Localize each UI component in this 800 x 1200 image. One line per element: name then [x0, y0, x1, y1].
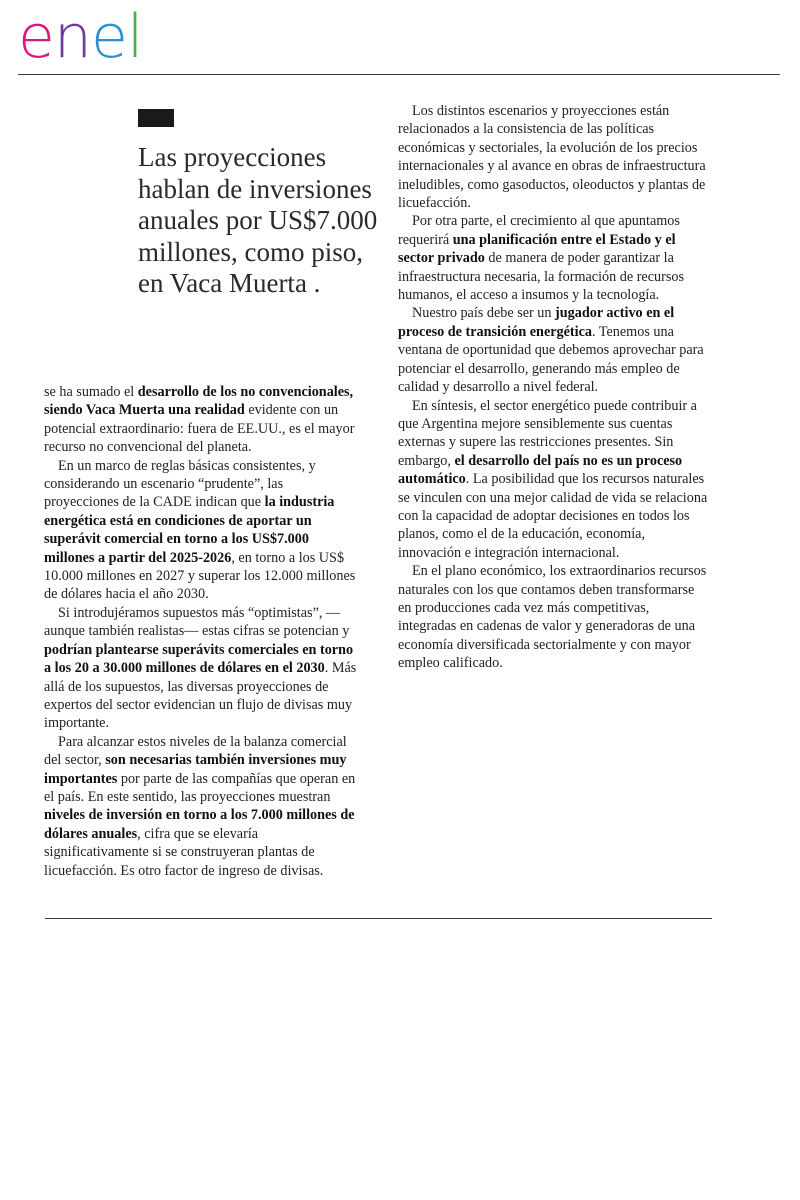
bold-text: desarrollo de los no convencionales, siendo Vaca Muerta una realidad [44, 384, 354, 419]
right-column [398, 102, 710, 673]
article-paragraph [398, 397, 710, 563]
text-run: evidente con un potencial extraordinario: fuera de EE.UU., es el mayor recurso no convencional del planeta. [44, 402, 355, 456]
text-run: Nuestro país debe ser un [412, 305, 556, 322]
header-divider [18, 74, 780, 75]
text-run: En un marco de reglas básicas consistentes, y considerando un escenario “prudente”, las proyecciones de la CADE indican que [44, 457, 316, 511]
enel-logo [18, 2, 143, 72]
text-run: . Más allá de los supuestos, las diversas proyecciones de expertos del sector evidencian un flujo de divisas muy importante. [44, 660, 357, 732]
text-run: En síntesis, el sector energético puede contribuir a que Argentina mejore sensiblemente sus cuentas externas y supere las restricciones presentes. Sin embargo, [398, 397, 697, 469]
article-paragraph [398, 562, 710, 672]
text-run: . Tenemos una ventana de oportunidad que debemos aprovechar para potenciar el desarrollo, generando más empleo de calidad y desarrollo a nivel federal. [398, 323, 704, 396]
article-paragraph [398, 304, 710, 396]
text-run: . La posibilidad que los recursos naturales se vinculen con una mejor calidad de vida se relaciona con la capacidad de adoptar decisiones en todos los planos, como el de la educación, economía, innovación e integración internacional. [398, 471, 708, 561]
text-run: Para alcanzar estos niveles de la balanza comercial del sector, [44, 733, 347, 769]
article-paragraph [44, 733, 360, 880]
bold-text: el desarrollo del país no es un proceso automático [398, 452, 683, 488]
bold-text: podrían plantearse superávits comerciales en torno a los 20 a 30.000 millones de dólares en el 2030 [44, 641, 354, 677]
text-run: se ha sumado el [44, 384, 138, 400]
text-run: de manera de poder garantizar la infraestructura necesaria, la formación de recursos humanos, el acceso a insumos y la tecnología. [398, 250, 684, 304]
bold-text: una planificación entre el Estado y el sector privado [398, 231, 676, 267]
bold-text: niveles de inversión en torno a los 7.000 millones de dólares anuales [44, 807, 355, 842]
article-paragraph [398, 212, 710, 304]
article-paragraph [44, 604, 360, 733]
pull-quote: Las proyecciones hablan de inversiones anuales por US$7.000 millones, como piso, en Vaca Muerta . [138, 142, 378, 298]
text-run: por parte de las compañías que operan en el país. En este sentido, las proyecciones muestran [44, 770, 356, 805]
logo-letter: e [90, 2, 127, 72]
logo-letter: l [126, 2, 143, 72]
pull-quote-marker [138, 109, 174, 127]
logo-letter: n [53, 2, 91, 72]
left-column-body [44, 383, 360, 880]
bold-text: son necesarias también inversiones muy importantes [44, 752, 347, 787]
footer-divider [45, 918, 712, 919]
text-run: En el plano económico, los extraordinarios recursos naturales con los que contamos deben transformarse en producciones cada vez más competitivas, integradas en cadenas de valor y generadoras de una economía diversificada sectorialmente y con mayor empleo calificado. [398, 563, 707, 672]
text-run: Los distintos escenarios y proyecciones están relacionados a la consistencia de las políticas económicas y sectoriales, la evolución de los precios internacionales y al avance en obras de infraestructura ineludibles, como gasoductos, oleoductos y plantas de licuefacción. [398, 103, 706, 212]
article-paragraph [398, 102, 710, 212]
bold-text: jugador activo en el proceso de transición energética [398, 305, 675, 340]
article-paragraph [44, 457, 360, 604]
bold-text: la industria energética está en condiciones de aportar un superávit comercial en torno a los US$7.000 millones a partir del 2025-2026 [44, 494, 335, 566]
logo-letter: e [18, 2, 54, 72]
text-run: Por otra parte, el crecimiento al que apuntamos requerirá [398, 213, 680, 248]
text-run: , en torno a los US$ 10.000 millones en 2027 y superar los 12.000 millones de dólares hacia el año 2030. [44, 549, 356, 603]
text-run: Si introdujéramos supuestos más “optimistas”, —aunque también realistas— estas cifras se potencian y [44, 604, 350, 640]
text-run: , cifra que se elevaría significativamente si se construyeran plantas de licuefacción. Es otro factor de ingreso de divisas. [44, 825, 324, 879]
article-paragraph [44, 383, 360, 457]
